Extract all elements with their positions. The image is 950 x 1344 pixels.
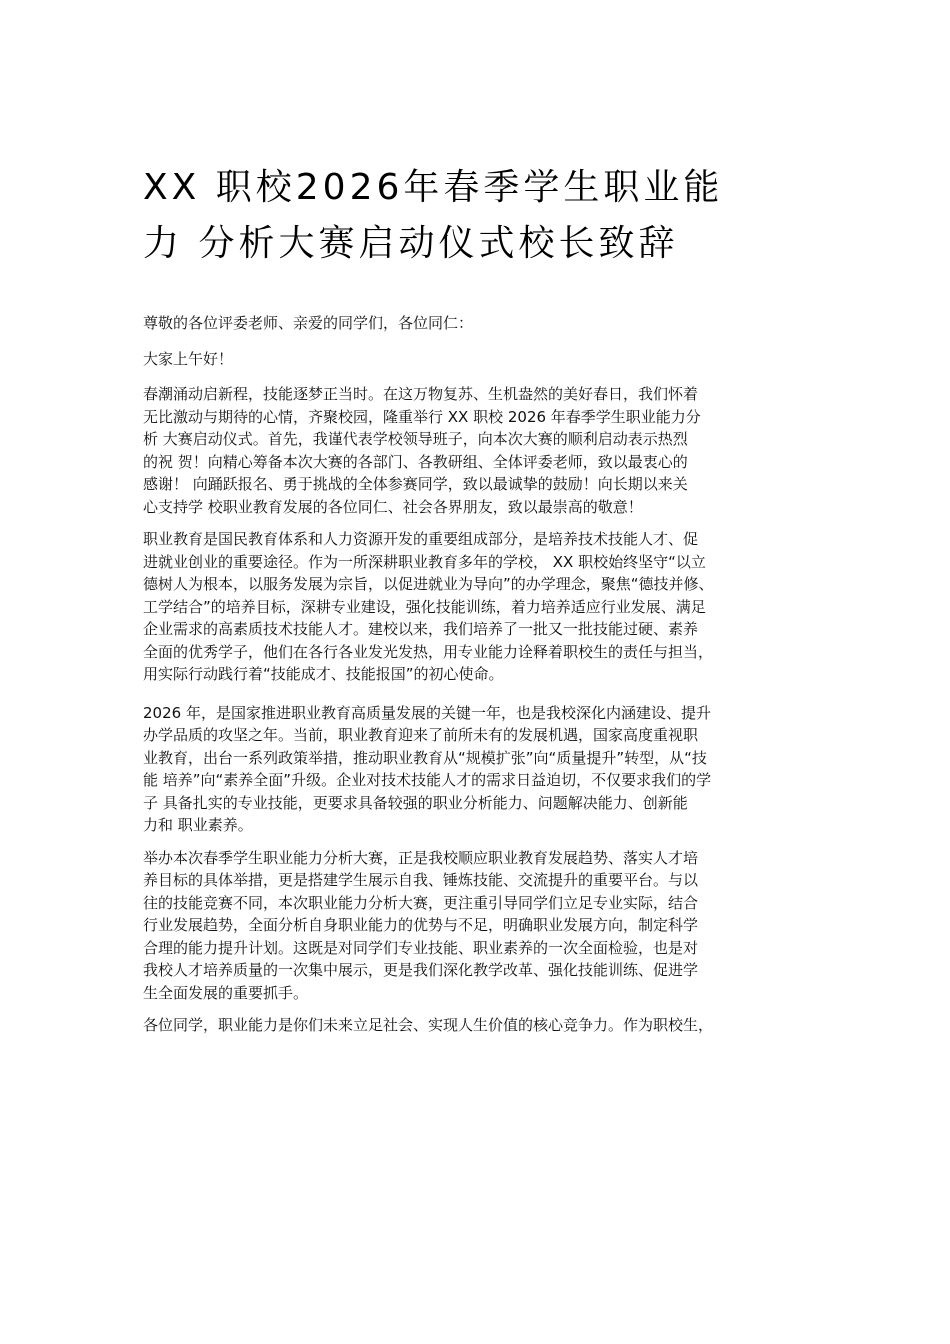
greeting — [143, 348, 813, 371]
text-line: 工学结合”的培养目标，深耕专业建设，强化技能训练，着力培养适应行业发展、满足 — [143, 597, 706, 616]
text-line: 进就业创业的重要途径。作为一所深耕职业教育多年的学校， XX 职校始终坚守“以立 — [143, 552, 706, 571]
greeting-text: 大家上午好！ — [143, 349, 234, 368]
text-line: 举办本次春季学生职业能力分析大赛，正是我校顺应职业教育发展趋势、落实人才培 — [143, 848, 699, 867]
text-line: 2026 年，是国家推进职业教育高质量发展的关键一年，也是我校深化内涵建设、提升 — [143, 703, 711, 722]
document-title — [143, 160, 823, 272]
text-line: 心支持学 校职业教育发展的各位同仁、社会各界朋友，致以最崇高的敬意！ — [143, 497, 643, 516]
text-line: 能 培养”向“素养全面”升级。企业对技术技能人才的需求日益迫切，不仅要求我们的学 — [143, 771, 712, 789]
text-line: 力和 职业素养。 — [143, 816, 253, 834]
text-line: 企业需求的高素质技术技能人才。建校以来，我们培养了一批又一批技能过硬、素养 — [143, 620, 699, 638]
text-line: 德树人为根本，以服务发展为宗旨，以促进就业为导向”的办学理念，聚焦“德技并修、 — [143, 575, 714, 593]
text-line: 感谢！ 向踊跃报名、勇于挑战的全体参赛同学，致以最诚挚的鼓励！向长期以来关 — [143, 475, 688, 493]
paragraph-3 — [143, 702, 813, 837]
text-line: 往的技能竞赛不同，本次职业能力分析大赛，更注重引导同学们立足专业实际，结合 — [143, 893, 699, 912]
paragraph-4 — [143, 847, 813, 1005]
paragraph-5 — [143, 1014, 813, 1037]
text-line: 养目标的具体举措，更是搭建学生展示自我、锤炼技能、交流提升的重要平台。与以 — [143, 871, 699, 889]
salutation-text: 尊敬的各位评委老师、亲爱的同学们，各位同仁： — [143, 314, 474, 332]
paragraph-1 — [143, 383, 813, 518]
text-line: 生全面发展的重要抓手。 — [143, 983, 309, 1002]
text-line: 各位同学，职业能力是你们未来立足社会、实现人生价值的核心竞争力。作为职校生， — [143, 1016, 714, 1034]
text-line: 办学品质的攻坚之年。当前，职业教育迎来了前所未有的发展机遇，国家高度重视职 — [143, 726, 699, 744]
title-line: 力 分析大赛启动仪式校长致辞 — [143, 223, 679, 264]
text-line: 业教育，出台一系列政策举措，推动职业教育从“规模扩张”向“质量提升”转型，从“技 — [143, 748, 707, 767]
text-line: 全面的优秀学子，他们在各行各业发光发热，用专业能力诠释着职校生的责任与担当， — [143, 642, 714, 661]
text-line: 我校人才培养质量的一次集中展示，更是我们深化教学改革、强化技能训练、促进学 — [143, 961, 699, 979]
text-line: 无比激动与期待的心情，齐聚校园，隆重举行 XX 职校 2026 年春季学生职业能力分 — [143, 407, 701, 426]
text-line: 的祝 贺！向精心筹备本次大赛的各部门、各教研组、全体评委老师，致以最衷心的 — [143, 452, 688, 471]
text-line: 春潮涌动启新程，技能逐梦正当时。在这万物复苏、生机盎然的美好春日，我们怀着 — [143, 385, 699, 403]
text-line: 行业发展趋势，全面分析自身职业能力的优势与不足，明确职业发展方向，制定科学 — [143, 916, 699, 934]
text-line: 职业教育是国民教育体系和人力资源开发的重要组成部分，是培养技术技能人才、促 — [143, 530, 699, 548]
text-line: 合理的能力提升计划。这既是对同学们专业技能、职业素养的一次全面检验，也是对 — [143, 938, 699, 957]
text-line: 子 具备扎实的专业技能，更要求具备较强的职业分析能力、问题解决能力、创新能 — [143, 793, 688, 812]
text-line: 析 大赛启动仪式。首先，我谨代表学校领导班子，向本次大赛的顺利启动表示热烈 — [143, 430, 688, 448]
speech-body — [143, 312, 813, 1037]
paragraph-2 — [143, 528, 813, 686]
title-line: XX 职校2026年春季学生职业能 — [143, 167, 724, 208]
text-line: 用实际行动践行着“技能成才、技能报国”的初心使命。 — [143, 665, 504, 683]
salutation — [143, 312, 813, 335]
